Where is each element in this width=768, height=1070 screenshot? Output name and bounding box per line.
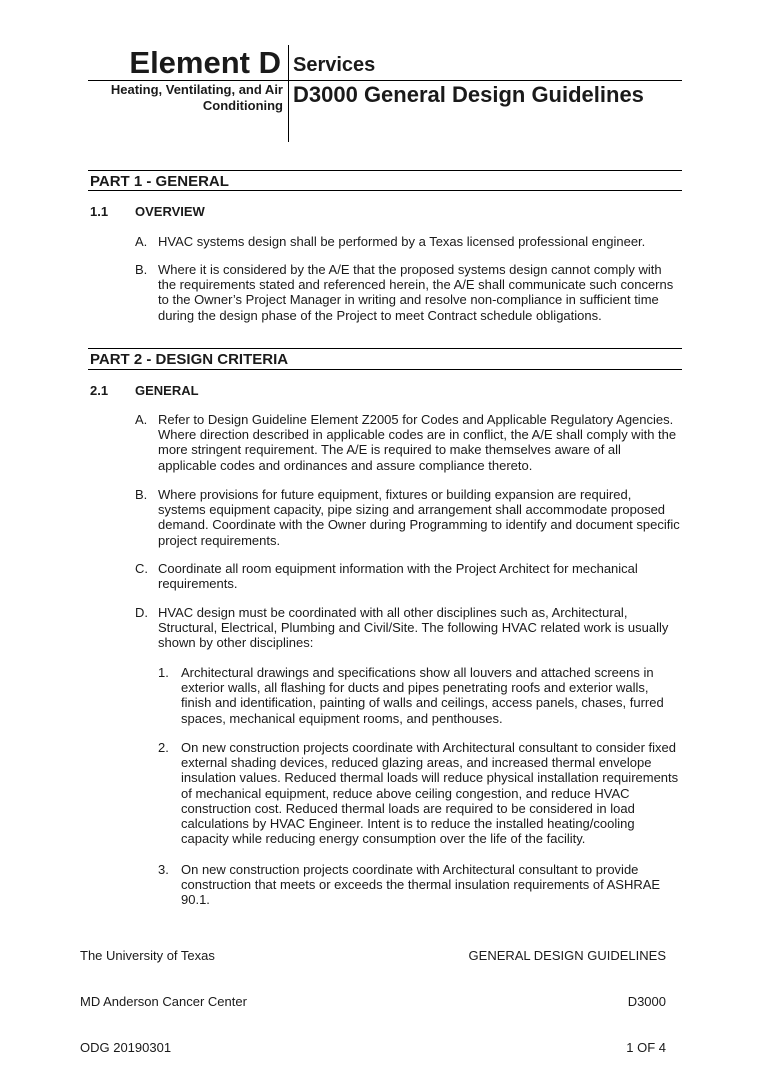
item-1-1-a-label: A.	[135, 234, 148, 249]
services-label: Services	[293, 54, 376, 76]
subitem-1-text: Architectural drawings and specifications show all louvers and attached screens in exterior walls, all flashing for ducts and pipes penetrating roofs and exterior walls, finish and identification, painting of walls and ceilings, access panels, chases, furred spaces, mechanical equipment rooms, and penthouses.	[181, 665, 664, 726]
subitem-3-text: On new construction projects coordinate with Architectural consultant to provide construction that meets or exceeds the thermal insulation requirements of ASHRAE 90.1.	[181, 862, 661, 908]
header-subtitle	[111, 82, 283, 114]
item-2-1-d-text: HVAC design must be coordinated with all other disciplines such as, Architectural, Structural, Electrical, Plumbing and Civil/Site. The following HVAC related work is usually shown by other disciplines:	[158, 605, 669, 651]
part2-rule-top	[88, 348, 682, 349]
part2-title: PART 2 - DESIGN CRITERIA	[90, 351, 289, 368]
section-2-1-number: 2.1	[90, 383, 109, 398]
section-2-1-title: GENERAL	[135, 383, 199, 398]
item-2-1-c-label: C.	[135, 561, 148, 576]
footer-center: MD Anderson Cancer Center	[80, 994, 247, 1010]
subitem-1-label: 1.	[158, 665, 169, 680]
subitem-2-label: 2.	[158, 740, 169, 755]
item-2-1-b-text: Where provisions for future equipment, fixtures or building expansion are required, systems equipment capacity, pipe sizing and arrangement shall accommodate proposed demand. Coordinate with the Owner during Programming to identify and document specific project requirements.	[158, 487, 680, 548]
element-title: Element D	[129, 45, 281, 80]
item-2-1-b-label: B.	[135, 487, 148, 502]
footer-guidelines-title: GENERAL DESIGN GUIDELINES	[468, 948, 666, 964]
header-divider-vertical	[288, 45, 289, 142]
footer-right	[469, 918, 666, 1070]
footer-page-number: 1 OF 4	[626, 1039, 666, 1055]
item-2-1-c-text: Coordinate all room equipment information with the Project Architect for mechanical requirements.	[158, 561, 638, 592]
footer-section-code: D3000	[627, 994, 666, 1010]
item-1-1-b-label: B.	[135, 262, 148, 277]
footer-institution: The University of Texas	[80, 948, 215, 964]
part2-rule-bottom	[88, 369, 682, 370]
subtitle-line-2: Conditioning	[202, 98, 283, 113]
subtitle-line-1: Heating, Ventilating, and Air	[110, 82, 283, 97]
item-2-1-d-label: D.	[135, 605, 148, 620]
item-2-1-a-label: A.	[135, 412, 148, 427]
footer-doc-code: ODG 20190301	[80, 1039, 172, 1055]
part1-title: PART 1 - GENERAL	[90, 173, 229, 190]
part1-rule-top	[88, 170, 682, 171]
document-title: D3000 General Design Guidelines	[293, 82, 644, 107]
subitem-3-label: 3.	[158, 862, 169, 877]
footer-left	[80, 918, 247, 1070]
section-1-1-title: OVERVIEW	[135, 204, 205, 219]
subitem-2-text: On new construction projects coordinate with Architectural consultant to consider fixed external shading devices, reduced glazing areas, and increased thermal envelope insulation values. Reduced thermal loads will reduce physical installation requirements of mechanical equipment, reduce above ceiling congestion, and reduce HVAC construction cost. Reduced thermal loads are required to be considered in load calculations by HVAC Engineer. Intent is to reduce the installed heating/cooling capacity while reducing energy consumption over the life of the facility.	[181, 740, 679, 847]
part1-rule-bottom	[88, 190, 682, 191]
item-1-1-b-text: Where it is considered by the A/E that the proposed systems design cannot comply with the requirements stated and referenced herein, the A/E shall communicate such concerns to the Owner’s Project Manager in writing and resolve non-compliance in sufficient time during the design phase of the Project to meet Contract schedule obligations.	[158, 262, 674, 323]
item-2-1-a-text: Refer to Design Guideline Element Z2005 for Codes and Applicable Regulatory Agencies. Where direction described in applicable codes are in conflict, the A/E shall comply with the more stringent requirement. The A/E is required to make themselves aware of all applicable codes and ordinances and assure compliance thereto.	[158, 412, 677, 473]
item-1-1-a-text: HVAC systems design shall be performed by a Texas licensed professional engineer.	[158, 234, 646, 249]
section-1-1-number: 1.1	[90, 204, 109, 219]
